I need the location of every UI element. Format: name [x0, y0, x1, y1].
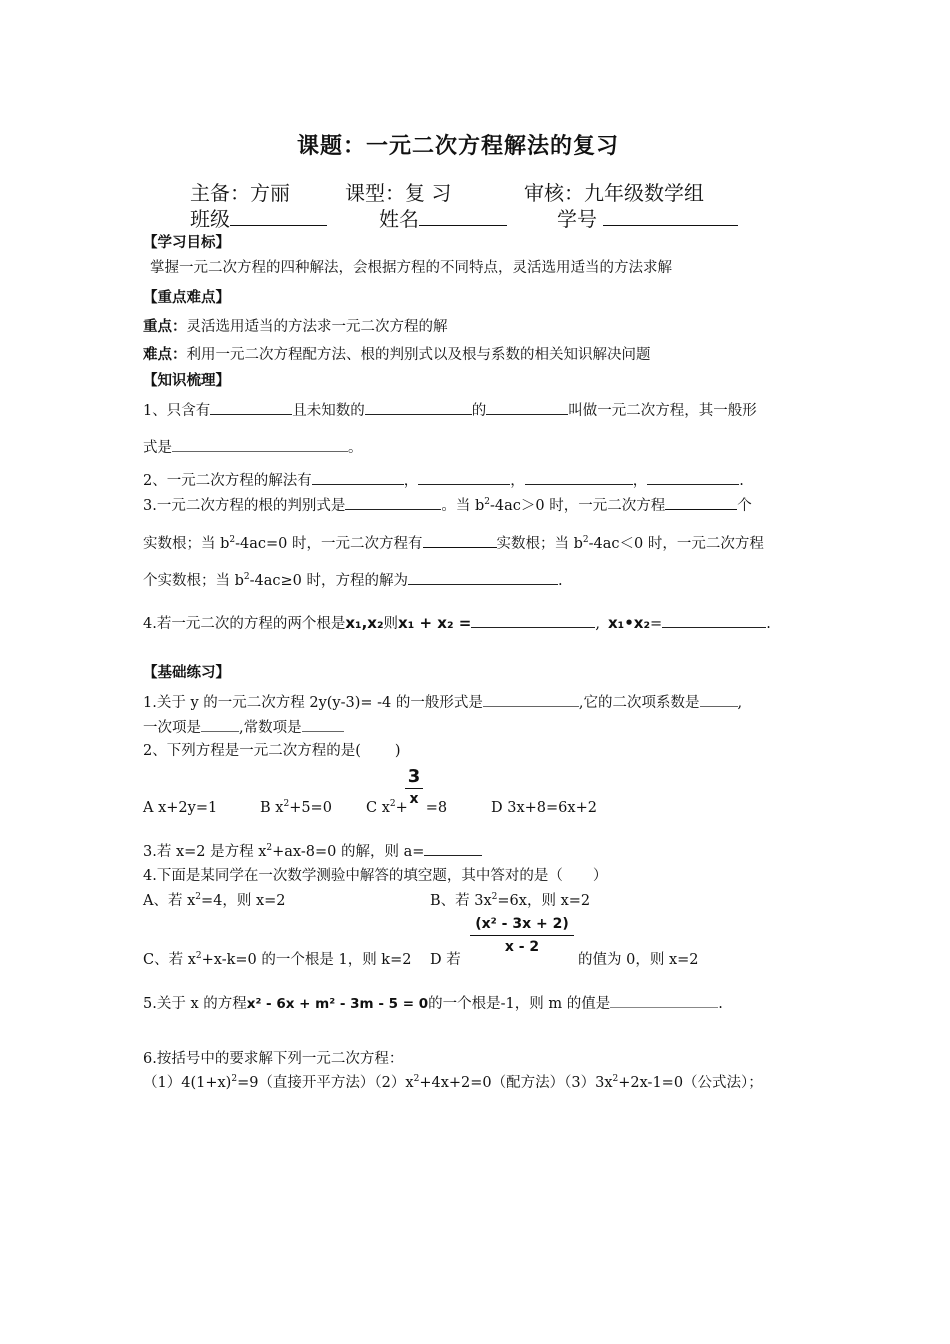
p-q4-option-a: [143, 891, 286, 911]
q3-sup-1: 2: [484, 497, 490, 507]
q3-sup-3: 2: [582, 535, 589, 545]
p-q4-a-sup: 2: [195, 892, 201, 902]
p-q2-b-text: B x: [260, 800, 284, 816]
p-q1-text-a: 1.关于 y 的一元二次方程 2y(y-3)= -4 的一般形式是: [143, 695, 483, 711]
p-q6-part3: +4x+2=0（配方法）（3）3x: [419, 1075, 613, 1091]
p-q4-end: ）: [592, 868, 608, 884]
q3-blank-2[interactable]: [665, 495, 737, 510]
p-q5-text-b: 的一个根是-1，则 m 的值是: [428, 996, 611, 1012]
p-q1-text-c: ,: [737, 695, 743, 711]
p-q2-c-sup: 2: [389, 799, 396, 809]
q1-text-c: 的: [471, 403, 487, 419]
q2-text: 2、一元二次方程的解法有: [143, 473, 312, 489]
practice-q4: [143, 866, 607, 886]
q4-blank-2[interactable]: [662, 613, 766, 628]
p-q4-fraction: [470, 913, 574, 958]
hard-label: 难点：: [143, 346, 187, 363]
p-q6-part4: +2x-1=0（公式法）；: [618, 1075, 763, 1091]
p-q5-end: .: [718, 996, 723, 1012]
q4-end: .: [766, 616, 771, 632]
objectives-text: 掌握一元二次方程的四种解法，会根据方程的不同特点，灵活选用适当的方法求解: [150, 260, 672, 276]
q2-blank-4[interactable]: [647, 470, 739, 485]
q3-text-g: 实数根；当 b: [496, 536, 583, 552]
keypoints-heading: 【重点难点】: [143, 289, 230, 306]
p-q1-blank-3[interactable]: [201, 717, 239, 732]
p-q4-fraction-numerator: (x² - 3x + 2): [475, 916, 569, 932]
q3-text-f: -4ac=0 时，一元二次方程有: [235, 536, 423, 552]
practice-q3: [143, 841, 482, 862]
author-info: 主备：方丽: [190, 181, 290, 205]
fraction-denominator: x: [405, 788, 423, 809]
key-point: [143, 317, 448, 337]
q4-text-b: 则: [383, 616, 399, 632]
p-q1-text-d: 一次项是: [143, 720, 201, 736]
q3-blank-3[interactable]: [423, 533, 497, 548]
q4-product-formula: x₁•x₂: [607, 614, 651, 632]
p-q2-fraction: [405, 766, 423, 809]
name-field: [379, 206, 507, 232]
practice-heading: 【基础练习】: [143, 664, 230, 681]
p-q4-b-text: B、若 3x: [430, 893, 492, 909]
q2-sep-3: ，: [632, 473, 648, 489]
p-q1-text-b: ,它的二次项系数是: [578, 695, 700, 711]
practice-q2: [143, 741, 401, 761]
objectives-heading: 【学习目标】: [143, 234, 230, 251]
q1-text-a: 1、只含有: [143, 403, 211, 419]
class-field: [190, 206, 327, 232]
practice-q1-line1: [143, 692, 742, 713]
p-q5-equation: x² - 6x + m² - 3m - 5 = 0: [246, 996, 429, 1012]
p-q2-option-a: A x+2y=1: [143, 800, 218, 816]
q3-sup-4: 2: [243, 572, 250, 582]
p-q2-b-sup: 2: [283, 799, 290, 809]
p-q4-option-d-label: D 若: [430, 952, 461, 968]
p-q4-c-text2: +x-k=0 的一个根是 1，则 k=2: [201, 952, 412, 968]
p-q3-text-a: 3.若 x=2 是方程 x: [143, 844, 267, 860]
name-label: 姓名: [379, 207, 419, 231]
q2-sep-2: ，: [510, 473, 525, 489]
q3-text-h: -4ac＜0 时，一元二次方程: [588, 536, 764, 552]
p-q4-text: 4.下面是某同学在一次数学测验中解答的填空题，其中答对的是（: [143, 868, 563, 884]
class-blank[interactable]: [230, 211, 327, 226]
hard-text: 利用一元二次方程配方法、根的判别式以及根与系数的相关知识解决问题: [186, 347, 651, 363]
p-q4-b-text2: =6x，则 x=2: [497, 893, 591, 909]
knowledge-q3-line3: [143, 570, 563, 591]
practice-q5: [143, 993, 723, 1014]
key-text: 灵活选用适当的方法求一元二次方程的解: [186, 319, 448, 335]
q4-sum-formula: x₁ + x₂ =: [398, 614, 472, 632]
p-q4-b-sup: 2: [491, 892, 498, 902]
fraction-numerator: 3: [407, 766, 421, 787]
id-blank[interactable]: [603, 211, 738, 226]
knowledge-q3-line1: [143, 495, 752, 516]
practice-q6-parts: [143, 1073, 763, 1093]
p-q1-blank-2[interactable]: [700, 692, 738, 707]
p-q4-option-c: [143, 950, 411, 970]
q4-text-a: 4.若一元二次的方程的两个根是: [143, 616, 346, 632]
key-label: 重点：: [143, 318, 187, 335]
p-q2-option-d: D 3x+8=6x+2: [491, 800, 597, 816]
p-q6-sup-2: 2: [413, 1074, 420, 1084]
p-q6-sup-1: 2: [231, 1074, 238, 1084]
reviewer-info: 审核：九年级数学组: [524, 181, 704, 205]
p-q1-text-e: ,常数项是: [239, 720, 302, 736]
id-label: 学号: [557, 207, 597, 231]
page-title: 课题：一元二次方程解法的复习: [297, 133, 620, 159]
p-q1-blank-1[interactable]: [483, 692, 579, 707]
p-q2-end: ): [394, 743, 401, 759]
knowledge-heading: 【知识梳理】: [143, 372, 230, 389]
p-q6-part1: （1）4(1+x): [143, 1075, 232, 1091]
knowledge-q4: [143, 613, 771, 634]
q1-blank-2[interactable]: [365, 400, 472, 415]
q3-text-k: .: [558, 573, 563, 589]
p-q3-sup: 2: [266, 843, 273, 853]
q3-text-c: -4ac＞0 时，一元二次方程: [489, 498, 666, 514]
p-q3-blank[interactable]: [424, 841, 482, 856]
q2-sep-1: ，: [403, 473, 419, 489]
p-q4-option-b: [430, 891, 590, 911]
q3-blank-4[interactable]: [408, 570, 558, 585]
q2-end: .: [739, 473, 744, 489]
q3-text-i: 个实数根；当 b: [143, 573, 244, 589]
q1-text-d: 叫做一元二次方程，其一般形: [568, 403, 757, 419]
p-q4-option-d-text: 的值为 0，则 x=2: [578, 952, 699, 968]
q1-blank-4[interactable]: [172, 437, 348, 452]
practice-q6: 6.按括号中的要求解下列一元二次方程：: [143, 1051, 404, 1067]
q3-text-b: 。当 b: [441, 498, 485, 514]
practice-q1-line2: [143, 717, 344, 738]
p-q2-c-plus: +: [395, 800, 408, 816]
q2-blank-3[interactable]: [525, 470, 633, 485]
p-q2-text: 2、下列方程是一元二次方程的是(: [143, 743, 361, 759]
q4-blank-1[interactable]: [471, 613, 595, 628]
p-q5-text-a: 5.关于 x 的方程: [143, 996, 247, 1012]
p-q4-c-text: C、若 x: [143, 952, 196, 968]
q1-blank-3[interactable]: [486, 400, 568, 415]
id-field: [557, 206, 738, 232]
knowledge-q1-line2: [143, 437, 363, 458]
p-q5-blank[interactable]: [610, 993, 718, 1008]
q4-eq: =: [650, 616, 663, 632]
q4-roots-formula: x₁,x₂: [345, 614, 384, 632]
p-q4-fraction-denominator: x - 2: [470, 935, 574, 958]
p-q1-blank-4[interactable]: [302, 717, 344, 732]
p-q6-part2: =9（直接开平方法）（2）x: [237, 1075, 414, 1091]
knowledge-q2: [143, 470, 744, 491]
p-q2-c-text3: =8: [425, 800, 448, 816]
name-blank[interactable]: [419, 211, 507, 226]
q3-text-a: 3.一元二次方程的根的判别式是: [143, 498, 346, 514]
q1-text-b: 且未知数的: [292, 403, 365, 419]
knowledge-q1-line1: [143, 400, 757, 421]
q1-blank-1[interactable]: [210, 400, 292, 415]
p-q2-c-text: C x: [366, 800, 390, 816]
p-q4-a-text: A、若 x: [143, 893, 196, 909]
q4-comma: ,: [595, 616, 600, 632]
class-label: 班级: [190, 207, 230, 231]
knowledge-q3-line2: [143, 533, 764, 554]
p-q2-option-b: [260, 798, 332, 818]
q3-text-j: -4ac≥0 时，方程的解为: [249, 573, 408, 589]
p-q4-a-text2: =4，则 x=2: [201, 893, 286, 909]
q1-text-e: 式是: [143, 440, 172, 456]
p-q2-b-text2: +5=0: [289, 800, 332, 816]
hard-point: [143, 345, 651, 365]
q1-text-f: 。: [348, 440, 363, 456]
q2-blank-2[interactable]: [418, 470, 510, 485]
p-q6-sup-3: 2: [612, 1074, 619, 1084]
lesson-type: 课型：复 习: [345, 181, 452, 205]
q3-blank-1[interactable]: [345, 495, 441, 510]
p-q3-text-b: +ax-8=0 的解，则 a=: [272, 844, 425, 860]
q3-text-e: 实数根；当 b: [143, 536, 230, 552]
q3-text-d: 个: [737, 498, 752, 514]
q2-blank-1[interactable]: [312, 470, 404, 485]
p-q4-c-sup: 2: [195, 951, 202, 961]
q3-sup-2: 2: [229, 535, 236, 545]
